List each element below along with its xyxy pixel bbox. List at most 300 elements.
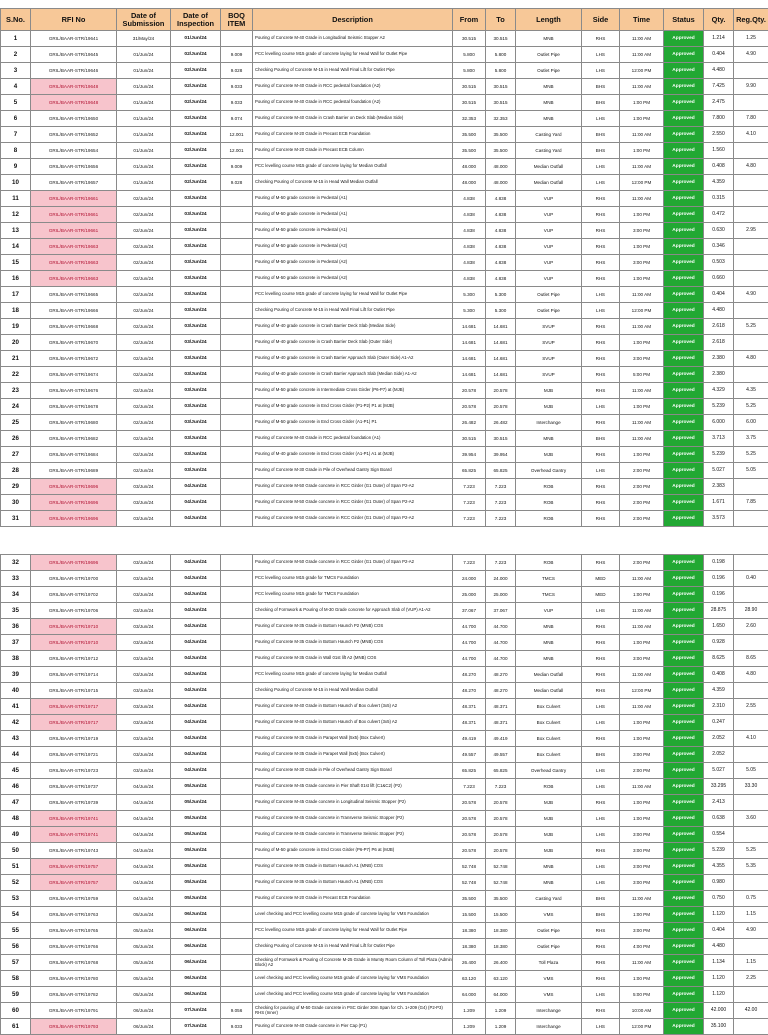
cell-sno: 6 (1, 111, 31, 127)
cell-qty: 0.247 (704, 715, 734, 731)
cell-time: 1:00 PM (620, 271, 664, 287)
cell-date-of-submission: 01/Jun/24 (117, 111, 171, 127)
cell-length: SVUP (516, 351, 582, 367)
cell-description: Checking Pouring of Concrete M-15 in Head Wall Final Lift for Outlet Pipe (253, 63, 453, 79)
cell-status: Approved (664, 651, 704, 667)
cell-date-of-submission: 03/Jun/24 (117, 667, 171, 683)
cell-time: 11:00 AM (620, 47, 664, 63)
cell-rfi-no: GRIL/BAAR-STR/19661 (31, 223, 117, 239)
cell-from: 52.748 (453, 875, 486, 891)
cell-description: Checking Pouring of Concrete M-15 in Head Wall Median Outfall (253, 683, 453, 699)
cell-from: 1.209 (453, 1019, 486, 1035)
table-row (1, 191, 768, 207)
cell-date-of-submission: 03/Jun/24 (117, 587, 171, 603)
cell-qty: 4.480 (704, 303, 734, 319)
cell-length: MNB (516, 875, 582, 891)
cell-time: 2:00 PM (620, 555, 664, 571)
cell-description: Pouring of Concrete M-40 Grade in Crash Barrier on Deck Slab (Median Side) (253, 111, 453, 127)
cell-sno: 31 (1, 511, 31, 527)
cell-side: RHS (582, 731, 620, 747)
cell-date-of-submission: 04/Jun/24 (117, 843, 171, 859)
cell-rfi-no: GRIL/BAAR-STR/19759 (31, 891, 117, 907)
cell-date-of-inspection: 03/Jun/24 (171, 207, 221, 223)
cell-from: 20.578 (453, 827, 486, 843)
cell-date-of-submission: 02/Jun/24 (117, 367, 171, 383)
table-row (1, 747, 768, 763)
cell-date-of-inspection: 03/Jun/24 (171, 319, 221, 335)
cell-date-of-submission: 02/Jun/24 (117, 351, 171, 367)
cell-date-of-submission: 02/Jun/24 (117, 303, 171, 319)
cell-date-of-submission: 02/Jun/24 (117, 191, 171, 207)
table-row (1, 811, 768, 827)
cell-qty: 2.550 (704, 127, 734, 143)
cell-side: LHS (582, 699, 620, 715)
cell-length: VUP (516, 603, 582, 619)
table-row (1, 731, 768, 747)
cell-description: Pouring of M-50 grade concrete in End Cross Girder (P6-P7) P6 at (MJB) (253, 843, 453, 859)
cell-from: 35.500 (453, 127, 486, 143)
cell-reg-qty (734, 335, 768, 351)
cell-time: 2:00 PM (620, 511, 664, 527)
cell-side: RHS (582, 635, 620, 651)
cell-status: Approved (664, 763, 704, 779)
cell-date-of-inspection: 03/Jun/24 (171, 191, 221, 207)
cell-boq-item (221, 383, 253, 399)
cell-date-of-submission: 31/May/24 (117, 31, 171, 47)
cell-date-of-inspection: 05/Jun/24 (171, 875, 221, 891)
table-row (1, 1019, 768, 1035)
cell-time: 12:00 PM (620, 303, 664, 319)
cell-date-of-submission: 01/Jun/24 (117, 79, 171, 95)
cell-sno: 16 (1, 271, 31, 287)
cell-to: 48.371 (486, 715, 516, 731)
cell-time: 3:00 PM (620, 747, 664, 763)
cell-length: Overhead Gantry (516, 763, 582, 779)
cell-to: 4.838 (486, 191, 516, 207)
cell-time: 1:00 PM (620, 239, 664, 255)
cell-qty: 7.425 (704, 79, 734, 95)
cell-rfi-no: GRIL/BAAR-STR/19650 (31, 111, 117, 127)
cell-sno: 53 (1, 891, 31, 907)
cell-date-of-inspection: 06/Jun/24 (171, 907, 221, 923)
cell-from: 4.838 (453, 223, 486, 239)
cell-status: Approved (664, 303, 704, 319)
cell-qty: 0.315 (704, 191, 734, 207)
cell-reg-qty: 1.15 (734, 907, 768, 923)
cell-from: 52.748 (453, 859, 486, 875)
cell-status: Approved (664, 907, 704, 923)
cell-time: 2:00 PM (620, 495, 664, 511)
cell-date-of-submission: 03/Jun/24 (117, 763, 171, 779)
cell-date-of-inspection: 02/Jun/24 (171, 47, 221, 63)
cell-rfi-no: GRIL/BAAR-STR/19721 (31, 747, 117, 763)
cell-time: 3:00 PM (620, 223, 664, 239)
cell-boq-item: 9.033 (221, 1019, 253, 1035)
cell-boq-item (221, 255, 253, 271)
cell-date-of-submission: 02/Jun/24 (117, 207, 171, 223)
cell-date-of-submission: 06/Jun/24 (117, 1019, 171, 1035)
cell-time: 11:00 AM (620, 779, 664, 795)
cell-qty: 5.027 (704, 463, 734, 479)
cell-time: 11:00 AM (620, 191, 664, 207)
cell-boq-item: 9.074 (221, 111, 253, 127)
cell-status: Approved (664, 319, 704, 335)
table-row (1, 891, 768, 907)
cell-boq-item (221, 651, 253, 667)
cell-side: LHS (582, 987, 620, 1003)
cell-length: VUP (516, 255, 582, 271)
rfi-table-top (0, 8, 768, 527)
cell-rfi-no: GRIL/BAAR-STR/19737 (31, 779, 117, 795)
cell-qty: 0.408 (704, 159, 734, 175)
cell-qty: 4.355 (704, 859, 734, 875)
cell-boq-item (221, 239, 253, 255)
cell-to: 7.223 (486, 479, 516, 495)
cell-side: RHS (582, 207, 620, 223)
cell-boq-item (221, 415, 253, 431)
cell-side: RHS (582, 555, 620, 571)
cell-to: 18.380 (486, 923, 516, 939)
cell-boq-item (221, 923, 253, 939)
cell-date-of-inspection: 04/Jun/24 (171, 683, 221, 699)
cell-sno: 17 (1, 287, 31, 303)
cell-to: 4.838 (486, 223, 516, 239)
cell-status: Approved (664, 875, 704, 891)
cell-length: Median Outfall (516, 683, 582, 699)
cell-sno: 34 (1, 587, 31, 603)
cell-rfi-no: GRIL/BAAR-STR/19680 (31, 415, 117, 431)
cell-date-of-inspection: 03/Jun/24 (171, 367, 221, 383)
cell-description: PCC levelling course M15 grade of concrete laying for Median Outfall (253, 159, 453, 175)
cell-reg-qty: 4.80 (734, 667, 768, 683)
cell-date-of-submission: 01/Jun/24 (117, 143, 171, 159)
cell-description: Pouring of Concrete M-35 Grade in Bottom Haunch A1 (MNB) COS (253, 875, 453, 891)
cell-status: Approved (664, 971, 704, 987)
cell-from: 65.825 (453, 463, 486, 479)
table-row (1, 495, 768, 511)
cell-from: 5.300 (453, 287, 486, 303)
cell-side: LHS (582, 175, 620, 191)
cell-boq-item (221, 763, 253, 779)
cell-date-of-submission: 02/Jun/24 (117, 463, 171, 479)
cell-description: Pouring of M-40 grade concrete in Crash Barrier Approach Slab (Outer Side) A1-A2 (253, 351, 453, 367)
table-row (1, 287, 768, 303)
table-row (1, 351, 768, 367)
cell-time: 11:00 AM (620, 891, 664, 907)
cell-boq-item: 9.009 (221, 159, 253, 175)
cell-to: 1.209 (486, 1003, 516, 1019)
cell-boq-item (221, 747, 253, 763)
table-header-row (1, 9, 768, 31)
cell-side: LHS (582, 399, 620, 415)
cell-status: Approved (664, 255, 704, 271)
cell-description: Pouring of Concrete M-45 Grade concrete in Transverse Seismic Stopper (P2) (253, 827, 453, 843)
cell-rfi-no: GRIL/BAAR-STR/19717 (31, 715, 117, 731)
cell-description: Level checking and PCC levelling course M15 grade of concrete laying for VMS Foundation (253, 987, 453, 1003)
cell-date-of-submission: 02/Jun/24 (117, 319, 171, 335)
cell-length: ROB (516, 555, 582, 571)
cell-side: RHS (582, 971, 620, 987)
cell-from: 4.838 (453, 271, 486, 287)
cell-from: 18.380 (453, 923, 486, 939)
cell-to: 30.515 (486, 95, 516, 111)
cell-boq-item (221, 795, 253, 811)
cell-rfi-no: GRIL/BAAR-STR/19700 (31, 571, 117, 587)
cell-side: RHS (582, 351, 620, 367)
cell-reg-qty: 5.05 (734, 763, 768, 779)
cell-to: 20.578 (486, 795, 516, 811)
cell-sno: 28 (1, 463, 31, 479)
cell-sno: 5 (1, 95, 31, 111)
cell-sno: 38 (1, 651, 31, 667)
header-date-of-submission: Date of Submission (117, 9, 171, 31)
table-row (1, 31, 768, 47)
cell-reg-qty: 2.60 (734, 619, 768, 635)
cell-time: 12:00 PM (620, 683, 664, 699)
cell-description: Pouring of Concrete M-40 Grade concrete in Pier Cap (P1) (253, 1019, 453, 1035)
table-row (1, 875, 768, 891)
cell-boq-item (221, 859, 253, 875)
cell-length: VUP (516, 223, 582, 239)
cell-boq-item: 12.001 (221, 127, 253, 143)
cell-date-of-inspection: 04/Jun/24 (171, 763, 221, 779)
cell-rfi-no: GRIL/BAAR-STR/19641 (31, 31, 117, 47)
cell-boq-item (221, 463, 253, 479)
cell-date-of-inspection: 02/Jun/24 (171, 79, 221, 95)
cell-status: Approved (664, 447, 704, 463)
cell-sno: 3 (1, 63, 31, 79)
cell-length: SVUP (516, 367, 582, 383)
cell-length: Interchange (516, 1019, 582, 1035)
cell-qty: 3.573 (704, 511, 734, 527)
cell-from: 30.515 (453, 31, 486, 47)
cell-boq-item (221, 479, 253, 495)
cell-time: 11:00 AM (620, 79, 664, 95)
cell-sno: 14 (1, 239, 31, 255)
cell-length: MNB (516, 79, 582, 95)
cell-reg-qty: 33.30 (734, 779, 768, 795)
cell-sno: 47 (1, 795, 31, 811)
cell-rfi-no: GRIL/BAAR-STR/19793 (31, 1019, 117, 1035)
cell-from: 65.825 (453, 763, 486, 779)
cell-status: Approved (664, 383, 704, 399)
cell-description: Pouring of Concrete M-40 Grade in RCC pedestal foundation (A2) (253, 79, 453, 95)
cell-rfi-no: GRIL/BAAR-STR/19678 (31, 399, 117, 415)
cell-time: 3:00 PM (620, 827, 664, 843)
cell-from: 35.500 (453, 891, 486, 907)
cell-rfi-no: GRIL/BAAR-STR/19661 (31, 207, 117, 223)
cell-boq-item (221, 811, 253, 827)
cell-reg-qty: 28.90 (734, 603, 768, 619)
cell-boq-item (221, 399, 253, 415)
cell-date-of-inspection: 04/Jun/24 (171, 619, 221, 635)
cell-date-of-inspection: 03/Jun/24 (171, 415, 221, 431)
cell-rfi-no: GRIL/BAAR-STR/19741 (31, 827, 117, 843)
cell-rfi-no: GRIL/BAAR-STR/19719 (31, 731, 117, 747)
cell-reg-qty (734, 875, 768, 891)
cell-qty: 5.239 (704, 843, 734, 859)
cell-sno: 26 (1, 431, 31, 447)
cell-from: 4.838 (453, 255, 486, 271)
cell-reg-qty: 5.25 (734, 843, 768, 859)
cell-side: LHS (582, 63, 620, 79)
header-date-of-inspection: Date of Inspection (171, 9, 221, 31)
cell-length: MJB (516, 811, 582, 827)
cell-from: 1.209 (453, 1003, 486, 1019)
cell-length: Box Culvert (516, 699, 582, 715)
table-row (1, 827, 768, 843)
cell-boq-item (221, 511, 253, 527)
cell-boq-item (221, 207, 253, 223)
cell-status: Approved (664, 239, 704, 255)
cell-length: ROB (516, 779, 582, 795)
cell-qty: 3.713 (704, 431, 734, 447)
cell-description: Pouring of Concrete M-45 Grade concrete in Transverse Seismic Stopper (P2) (253, 811, 453, 827)
cell-from: 49.419 (453, 731, 486, 747)
cell-date-of-submission: 05/Jun/24 (117, 971, 171, 987)
cell-rfi-no: GRIL/BAAR-STR/19782 (31, 987, 117, 1003)
cell-length: Interchange (516, 1003, 582, 1019)
cell-time: 11:00 AM (620, 619, 664, 635)
cell-description: Pouring of Concrete M-30 Grade in Pile of Overhead Gantry Sign Board (253, 763, 453, 779)
cell-description: Pouring of M-50 grade concrete in Intermediate Cross Girder (P6-P7) at (MJB) (253, 383, 453, 399)
cell-sno: 22 (1, 367, 31, 383)
cell-qty: 0.196 (704, 571, 734, 587)
cell-boq-item (221, 731, 253, 747)
cell-length: MJB (516, 795, 582, 811)
cell-from: 14.681 (453, 367, 486, 383)
cell-date-of-inspection: 04/Jun/24 (171, 715, 221, 731)
cell-reg-qty: 1.15 (734, 955, 768, 971)
cell-side: RHS (582, 447, 620, 463)
table-row (1, 795, 768, 811)
cell-reg-qty: 3.75 (734, 431, 768, 447)
cell-date-of-submission: 01/Jun/24 (117, 159, 171, 175)
cell-side: LHS (582, 859, 620, 875)
cell-date-of-submission: 04/Jun/24 (117, 827, 171, 843)
cell-sno: 59 (1, 987, 31, 1003)
cell-date-of-submission: 02/Jun/24 (117, 223, 171, 239)
cell-boq-item (221, 827, 253, 843)
cell-side: LHS (582, 303, 620, 319)
cell-qty: 4.480 (704, 63, 734, 79)
cell-length: Median Outfall (516, 175, 582, 191)
cell-to: 4.838 (486, 239, 516, 255)
cell-reg-qty: 2.55 (734, 699, 768, 715)
table-row (1, 571, 768, 587)
cell-to: 35.500 (486, 891, 516, 907)
cell-from: 49.557 (453, 747, 486, 763)
cell-date-of-inspection: 07/Jun/24 (171, 1003, 221, 1019)
cell-date-of-submission: 02/Jun/24 (117, 271, 171, 287)
cell-side: RHS (582, 367, 620, 383)
cell-status: Approved (664, 351, 704, 367)
cell-from: 26.482 (453, 415, 486, 431)
cell-to: 20.578 (486, 827, 516, 843)
cell-from: 26.400 (453, 955, 486, 971)
cell-side: MED (582, 587, 620, 603)
cell-qty: 0.198 (704, 555, 734, 571)
cell-description: Pouring of M-50 grade concrete in End Cross Girder (P1-P2) P1 at (MJB) (253, 399, 453, 415)
cell-reg-qty (734, 1019, 768, 1035)
cell-qty: 0.346 (704, 239, 734, 255)
cell-reg-qty (734, 367, 768, 383)
cell-from: 35.500 (453, 143, 486, 159)
cell-boq-item (221, 319, 253, 335)
cell-description: Pouring of Concrete M-40 Grade in Bottom Haunch of Box culvert (3x5) A2 (253, 699, 453, 715)
header-description: Description (253, 9, 453, 31)
table-row (1, 415, 768, 431)
cell-length: MNB (516, 619, 582, 635)
table-row (1, 971, 768, 987)
cell-boq-item (221, 271, 253, 287)
cell-sno: 8 (1, 143, 31, 159)
cell-time: 11:00 AM (620, 415, 664, 431)
cell-boq-item (221, 191, 253, 207)
cell-side: BHS (582, 127, 620, 143)
cell-sno: 18 (1, 303, 31, 319)
header-boq-item: BOQ ITEM (221, 9, 253, 31)
cell-length: VMS (516, 907, 582, 923)
cell-description: Pouring of M-50 grade concrete in Pedestal (A1) (253, 207, 453, 223)
cell-side: BHS (582, 95, 620, 111)
cell-date-of-inspection: 03/Jun/24 (171, 303, 221, 319)
cell-rfi-no: GRIL/BAAR-STR/19663 (31, 255, 117, 271)
cell-date-of-submission: 05/Jun/24 (117, 907, 171, 923)
cell-description: PCC levelling course M15 grade of concrete laying for Head Wall for Outlet Pipe (253, 47, 453, 63)
cell-reg-qty (734, 239, 768, 255)
cell-description: Pouring of M-50 grade concrete in Pedestal (A2) (253, 271, 453, 287)
cell-side: RHS (582, 843, 620, 859)
cell-description: Pouring of Concrete M-40 Grade in RCC pedestal foundation (A2) (253, 95, 453, 111)
cell-description: Pouring of Concrete M-35 Grade in Parapet Wall (5x5) (Box Culvert) (253, 747, 453, 763)
cell-from: 7.223 (453, 555, 486, 571)
cell-side: RHS (582, 795, 620, 811)
cell-to: 5.800 (486, 47, 516, 63)
cell-length: MJB (516, 447, 582, 463)
cell-date-of-submission: 03/Jun/24 (117, 511, 171, 527)
cell-boq-item (221, 367, 253, 383)
cell-side: RHS (582, 651, 620, 667)
cell-description: Pouring of M-50 grade concrete in End Cross Girder (A1-P1) P1 (253, 415, 453, 431)
cell-side: RHS (582, 223, 620, 239)
cell-side: RHS (582, 619, 620, 635)
cell-reg-qty: 4.10 (734, 731, 768, 747)
cell-to: 48.270 (486, 667, 516, 683)
cell-qty: 33.295 (704, 779, 734, 795)
cell-date-of-submission: 02/Jun/24 (117, 335, 171, 351)
cell-reg-qty: 1.25 (734, 31, 768, 47)
cell-description: PCC levelling course M15 grade of concrete laying for Median Outfall (253, 667, 453, 683)
cell-rfi-no: GRIL/BAAR-STR/19763 (31, 907, 117, 923)
cell-qty: 7.800 (704, 111, 734, 127)
cell-description: Pouring of Concrete M-20 Grade in Precast ECB Column (253, 143, 453, 159)
cell-time: 11:00 AM (620, 699, 664, 715)
cell-time: 3:00 PM (620, 923, 664, 939)
cell-time: 11:00 AM (620, 667, 664, 683)
cell-length: MNB (516, 859, 582, 875)
table-body-top (1, 31, 768, 527)
cell-qty: 0.638 (704, 811, 734, 827)
cell-from: 5.300 (453, 303, 486, 319)
cell-boq-item (221, 875, 253, 891)
cell-status: Approved (664, 479, 704, 495)
table-row (1, 859, 768, 875)
cell-status: Approved (664, 747, 704, 763)
cell-description: PCC levelling course M15 grade for TMCS Foundation (253, 587, 453, 603)
table-row (1, 635, 768, 651)
cell-boq-item (221, 907, 253, 923)
